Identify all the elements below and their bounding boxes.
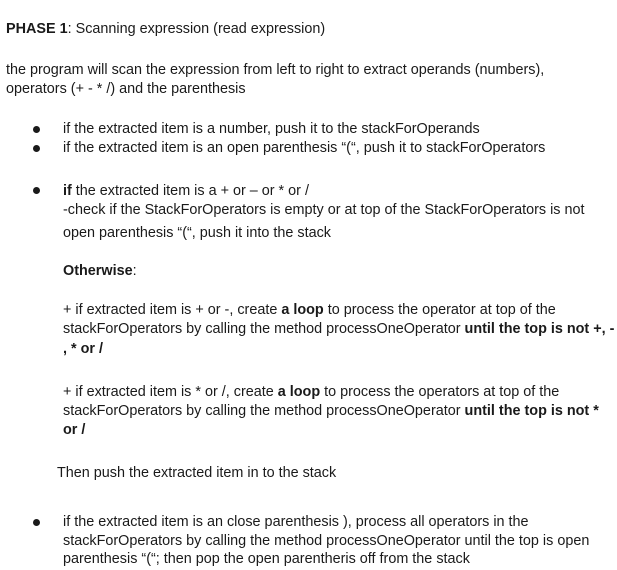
otherwise-label-bold: Otherwise	[63, 263, 133, 279]
bullet-dot	[33, 519, 40, 526]
operator-rule-if: if	[63, 183, 72, 199]
rule-plus-minus-line-1	[63, 301, 556, 321]
otherwise-label-colon: :	[132, 263, 137, 279]
rule-plus-minus-text: stackForOperators by calling the method processOneOperator	[63, 321, 465, 337]
rule-mul-div-line-2	[63, 402, 599, 422]
rule-plus-minus-line-3	[63, 340, 103, 360]
phase-title-label: PHASE 1	[6, 21, 68, 37]
rule-plus-minus-loop: a loop	[281, 302, 324, 318]
close-paren-line-3: parenthesis “(“; then pop the open parentheris off from the stack	[63, 551, 470, 567]
close-paren-line-2: stackForOperators by calling the method processOneOperator until the top is open	[63, 533, 590, 549]
close-paren-line-1: if the extracted item is an close parenthesis ), process all operators in the	[63, 514, 529, 530]
bullet-open-paren-rule: if the extracted item is an open parenthesis “(“, push it to stackForOperators	[63, 140, 546, 156]
intro-line-2: operators (+ - * /) and the parenthesis	[6, 81, 246, 97]
bullet-dot	[33, 145, 40, 152]
operator-check-line-2: open parenthesis “(“, push it into the stack	[63, 225, 331, 241]
operator-check-line-1: -check if the StackForOperators is empty or at top of the StackForOperators is not	[63, 202, 585, 218]
intro-line-1: the program will scan the expression from left to right to extract operands (numbers),	[6, 62, 545, 78]
rule-plus-minus-until: until the top is not +, -	[464, 321, 615, 337]
rule-mul-div-text: + if extracted item is * or /, create	[63, 384, 278, 400]
rule-mul-div-until: until the top is not *	[464, 403, 599, 419]
rule-mul-div-loop: a loop	[277, 384, 321, 400]
rule-plus-minus-text: to process the operator at top of the	[323, 302, 556, 318]
otherwise-label	[63, 262, 137, 282]
rule-plus-minus-line-2	[63, 320, 614, 340]
operator-rule-heading-text: the extracted item is a + or – or * or /	[71, 183, 309, 199]
bullet-dot	[33, 126, 40, 133]
phase-title	[6, 20, 325, 40]
then-push-text: Then push the extracted item in to the stack	[57, 465, 337, 481]
rule-mul-div-text: stackForOperators by calling the method processOneOperator	[63, 403, 465, 419]
bullet-number-rule: if the extracted item is a number, push it to the stackForOperands	[63, 121, 480, 137]
rule-mul-div-until-end: or /	[63, 422, 86, 438]
rule-mul-div-line-1	[63, 383, 559, 403]
rule-mul-div-line-3	[63, 421, 85, 441]
operator-rule-heading	[63, 182, 309, 202]
phase-title-text: : Scanning expression (read expression)	[67, 21, 326, 37]
rule-plus-minus-text: + if extracted item is + or -, create	[63, 302, 282, 318]
bullet-dot	[33, 187, 40, 194]
rule-mul-div-text: to process the operators at top of the	[320, 384, 560, 400]
rule-plus-minus-until-end: , * or /	[63, 341, 103, 357]
